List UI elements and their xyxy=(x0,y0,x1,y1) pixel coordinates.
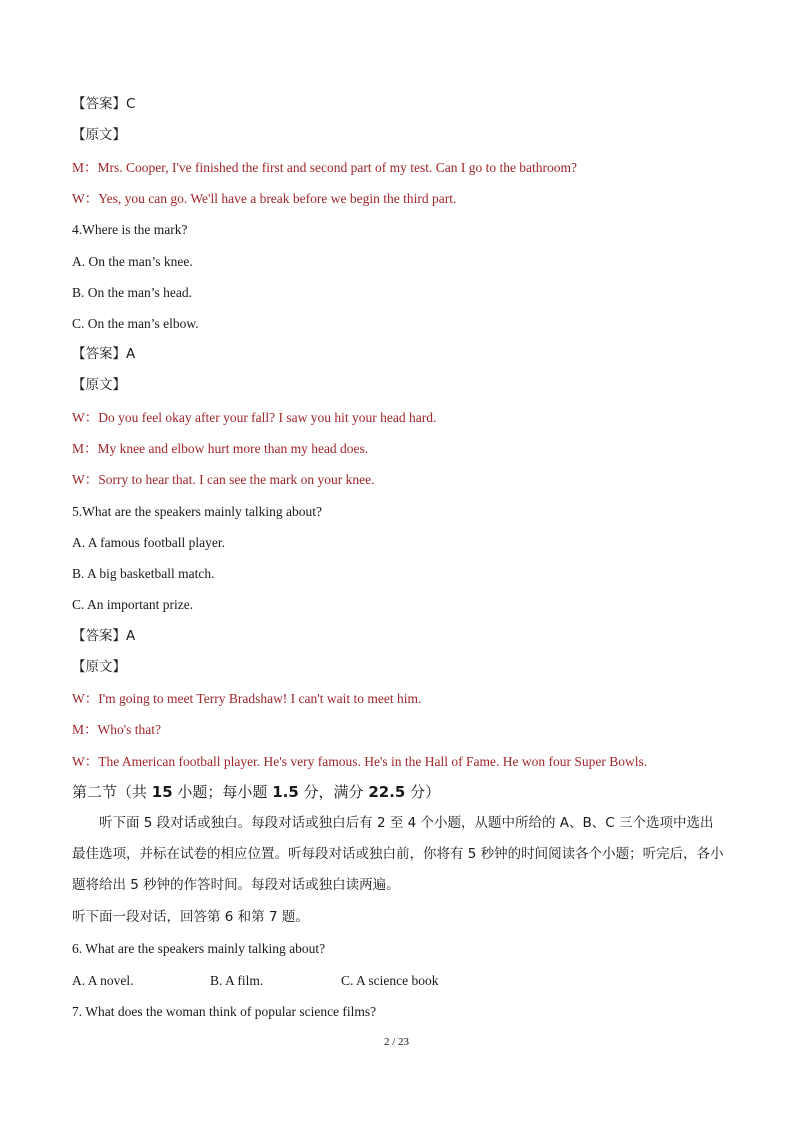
q4-transcript-line-2: M：My knee and elbow hurt more than my head does. xyxy=(72,441,369,456)
q4-question: 4.Where is the mark? xyxy=(72,222,188,237)
q7-question: 7. What does the woman think of popular science films? xyxy=(72,1004,377,1019)
q4-transcript-line-1: W：Do you feel okay after your fall? I saw you hit your head hard. xyxy=(72,410,437,425)
q5-transcript-line-2: M：Who's that? xyxy=(72,722,162,737)
q3-transcript-label: 【原文】 xyxy=(72,127,126,143)
q3-answer: 【答案】C xyxy=(72,96,136,112)
q6-question: 6. What are the speakers mainly talking about? xyxy=(72,941,326,956)
q4-option-a: A. On the man’s knee. xyxy=(72,254,193,269)
q3-transcript-line-2: W：Yes, you can go. We'll have a break before we begin the third part. xyxy=(72,191,457,206)
page-number: 2 / 23 xyxy=(383,1036,410,1048)
q5-transcript-label: 【原文】 xyxy=(72,659,126,675)
q5-option-b: B. A big basketball match. xyxy=(72,566,215,581)
q5-transcript-line-3: W：The American football player. He's very famous. He's in the Hall of Fame. He won four Super Bowls. xyxy=(72,754,648,769)
q4-transcript-line-3: W：Sorry to hear that. I can see the mark on your knee. xyxy=(72,472,375,487)
q5-transcript-line-1: W：I'm going to meet Terry Bradshaw! I can't wait to meet him. xyxy=(72,691,422,706)
q5-answer: 【答案】A xyxy=(72,628,136,644)
q6-option-b: B. A film. xyxy=(210,973,264,988)
q5-option-c: C. An important prize. xyxy=(72,597,194,612)
q4-option-c: C. On the man’s elbow. xyxy=(72,316,199,331)
q5-option-a: A. A famous football player. xyxy=(72,535,225,550)
q4-option-b: B. On the man’s head. xyxy=(72,285,192,300)
q4-transcript-label: 【原文】 xyxy=(72,377,126,393)
section-2-heading: 第二节（共 15 小题；每小题 1.5 分，满分 22.5 分） xyxy=(72,783,441,801)
q4-answer: 【答案】A xyxy=(72,346,136,362)
q6-option-c: C. A science book xyxy=(341,973,439,988)
q6-option-a: A. A novel. xyxy=(72,973,134,988)
q3-transcript-line-1: M：Mrs. Cooper, I've finished the first and second part of my test. Can I go to the bathroom? xyxy=(72,160,578,175)
section-2-instructions: 听下面 5 段对话或独白。每段对话或独白后有 2 至 4 个小题，从题中所给的 A、B、C 三个选项中选出最佳选项，并标在试卷的相应位置。听每段对话或独白前，你将有 5 秒钟的时间阅读各个小题；听完后，各小题将给出 5 秒钟的作答时间。每段对话或独白读两遍。 xyxy=(72,815,724,893)
q5-question: 5.What are the speakers mainly talking about? xyxy=(72,504,323,519)
dialog-intro: 听下面一段对话，回答第 6 和第 7 题。 xyxy=(72,909,309,925)
